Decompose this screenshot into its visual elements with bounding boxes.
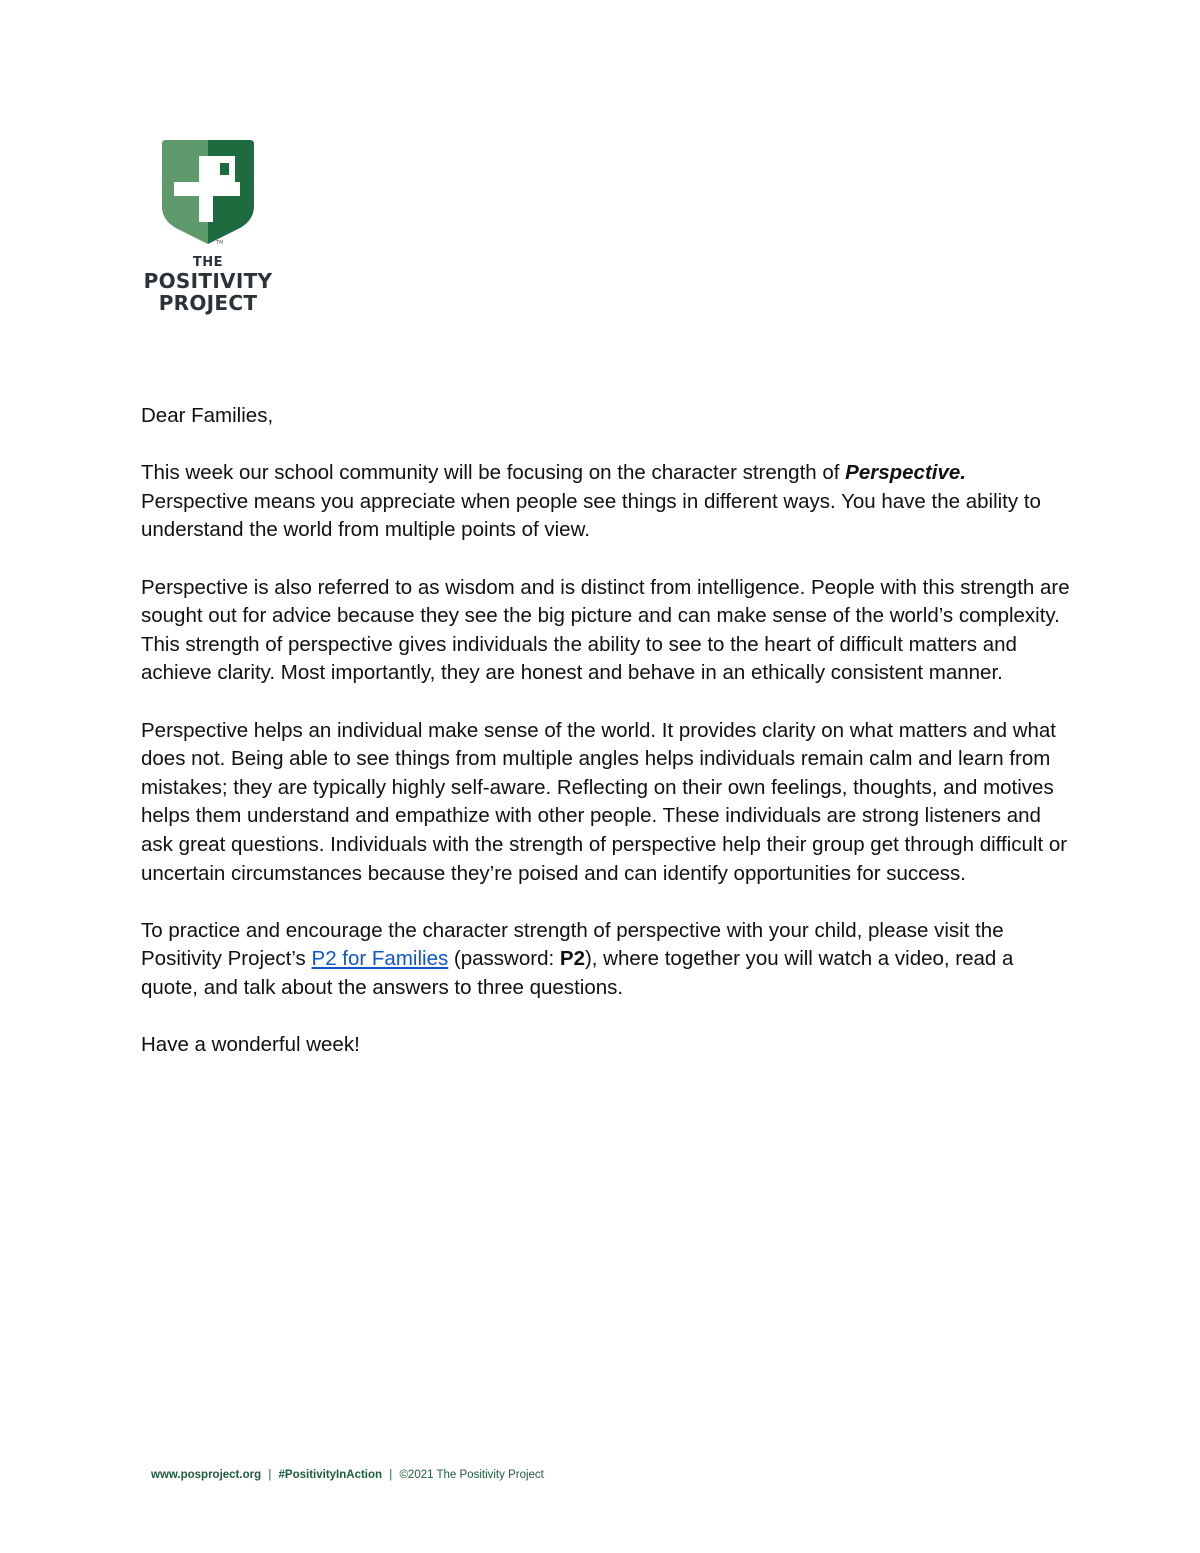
strength-name: Perspective. (845, 461, 966, 485)
paragraph-clarity: Perspective helps an individual make sense of the world. It provides clarity on what matters and what does not. Being able to see things from multiple angles helps individuals remain calm and learn from mistakes; they are typically highly self-aware. Reflecting on their own feelings, thoughts, and motives helps them understand and empathize with other people. These individuals are strong listeners and ask great questions. Individuals with the strength of perspective help their group get through difficult or uncertain circumstances because they’re poised and can identify opportunities for success. (141, 718, 1068, 885)
letter-body (141, 402, 1071, 1088)
trademark-mark: TM (216, 240, 224, 246)
closing: Have a wonderful week! (141, 1033, 360, 1057)
greeting: Dear Families, (141, 404, 274, 427)
logo-the: THE (192, 255, 224, 270)
paragraph-wisdom: Perspective is also referred to as wisdom and is distinct from intelligence. People with this strength are sought out for advice because they see the big picture and can make sense of the world’s complexity. This strength of perspective gives individuals the ability to see to the heart of difficult matters and achieve clarity. Most importantly, they are honest and behave in an ethically consistent manner. (141, 575, 1070, 685)
logo (138, 140, 278, 320)
logo-wordmark (138, 256, 278, 313)
footer-website-link[interactable]: www.posproject.org (151, 1469, 262, 1481)
footer (151, 1469, 544, 1481)
practice-text: To practice and encourage the character strength of perspective with your child, please visit the Positivity Project’s (141, 918, 1004, 971)
password-value: P2 (559, 947, 585, 971)
footer-copyright: ©2021 The Positivity Project (399, 1469, 544, 1481)
password-label: (password: (448, 947, 560, 971)
shield-plus-icon (158, 140, 258, 244)
logo-positivity: POSITIVITY (143, 269, 273, 293)
p2-for-families-link[interactable]: P2 for Families (311, 947, 449, 971)
paragraph-practice (141, 917, 1071, 1003)
footer-separator: | (268, 1469, 272, 1481)
logo-project: PROJECT (158, 291, 258, 315)
footer-separator: | (389, 1469, 393, 1481)
intro-rest: Perspective means you appreciate when people see things in different ways. You have the ability to understand the world from multiple points of view. (141, 489, 1041, 542)
intro-text: This week our school community will be focusing on the character strength of (141, 461, 846, 485)
practice-rest: ), where together you will watch a video, read a quote, and talk about the answers to three questions. (141, 947, 1014, 999)
paragraph-intro (141, 459, 1071, 545)
footer-hashtag: #PositivityInAction (278, 1469, 383, 1481)
